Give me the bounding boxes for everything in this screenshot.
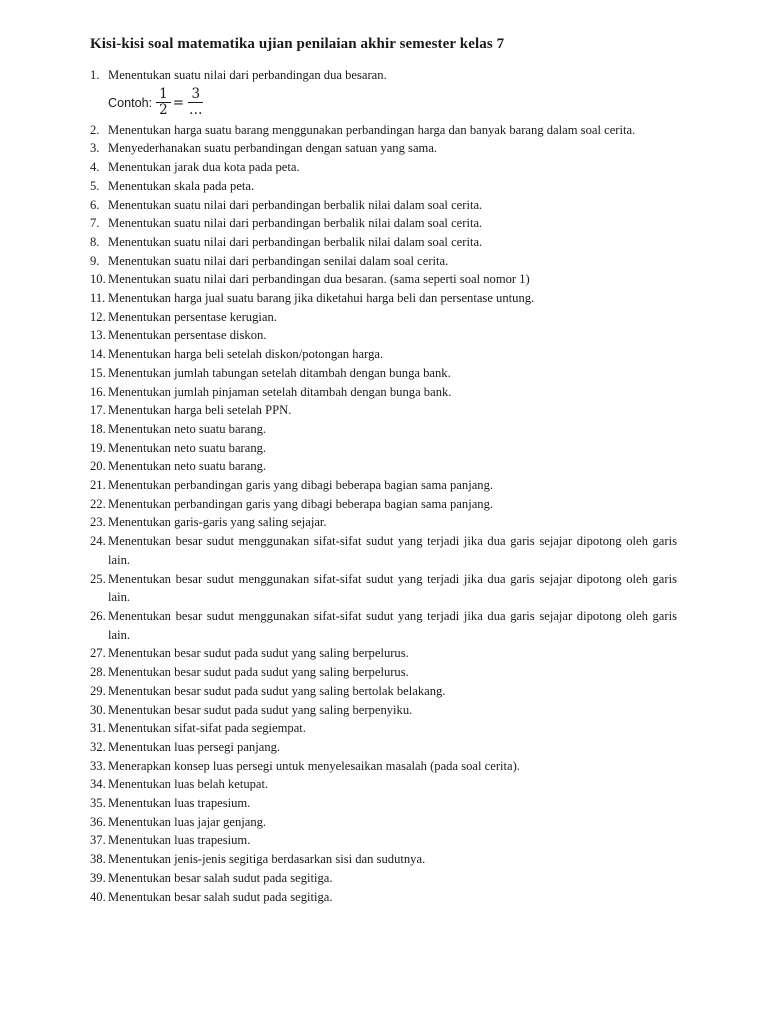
item-number: 35. [90,796,106,811]
item-text: Menentukan besar sudut menggunakan sifat-sifat sudut yang terjadi jika dua garis sejajar dipotong oleh garis lain. [108,534,677,567]
right-numerator: 3 [188,87,203,103]
item-text: Menentukan suatu nilai dari perbandingan berbalik nilai dalam soal cerita. [108,216,483,231]
equals-sign: = [172,94,185,111]
item-text: Menentukan jumlah pinjaman setelah ditambah dengan bunga bank. [108,384,452,399]
list-item [90,158,677,177]
list-item [90,738,677,757]
item-text: Menentukan harga suatu barang menggunakan perbandingan harga dan banyak barang dalam soal cerita. [108,122,636,137]
item-number: 33. [90,758,106,773]
item-text: Menentukan harga beli setelah PPN. [108,403,292,418]
list-item [90,401,677,420]
document-page [90,34,677,906]
item-number: 21. [90,478,106,493]
item-number: 17. [90,403,106,418]
left-denominator: 2 [159,102,168,119]
item-text: Menentukan harga jual suatu barang jika diketahui harga beli dan persentase untung. [108,291,535,306]
item-number: 3. [90,141,100,156]
item-text: Menentukan suatu nilai dari perbandingan senilai dalam soal cerita. [108,253,449,268]
list-item [90,831,677,850]
item-number: 26. [90,608,106,623]
item-text: Menentukan persentase diskon. [108,328,267,343]
item-text: Menentukan besar salah sudut pada segitiga. [108,870,333,885]
list-item [90,214,677,233]
list-item [90,682,677,701]
item-text: Menentukan besar sudut menggunakan sifat-sifat sudut yang terjadi jika dua garis sejajar dipotong oleh garis lain. [108,571,677,605]
item-text: Menentukan garis-garis yang saling sejajar. [108,515,327,530]
list-item [90,607,677,644]
item-number: 28. [90,665,106,680]
list-item [90,701,677,720]
item-number: 5. [90,178,100,193]
list-item [90,270,677,289]
left-fraction [156,87,171,118]
list-item [90,420,677,439]
item-number: 18. [90,421,106,436]
right-fraction [186,87,206,118]
item-text: Menentukan jarak dua kota pada peta. [108,160,300,175]
list-item [90,869,677,888]
item-number: 16. [90,384,106,399]
item-number: 24. [90,534,106,549]
list-item [90,233,677,252]
item-text: Menentukan suatu nilai dari perbandingan dua besaran. (sama seperti soal nomor 1) [108,272,530,287]
item-text: Menentukan neto suatu barang. [108,459,267,474]
item-number: 12. [90,309,106,324]
item-text: Menentukan besar sudut pada sudut yang saling berpelurus. [108,646,409,661]
item-number: 39. [90,870,106,885]
item-number: 13. [90,328,106,343]
list-item [90,570,677,607]
list-item [90,383,677,402]
item-number: 25. [90,571,106,586]
item-text: Menentukan besar sudut pada sudut yang saling berpenyiku. [108,702,413,717]
list-item [90,345,677,364]
item-text: Menentukan suatu nilai dari perbandingan dua besaran. [108,68,387,82]
item-text: Menentukan jumlah tabungan setelah ditambah dengan bunga bank. [108,365,451,380]
list-item [90,66,677,85]
list-item [90,644,677,663]
item-number: 34. [90,777,106,792]
list-item [90,813,677,832]
item-number: 4. [90,160,100,175]
item-text: Menentukan perbandingan garis yang dibagi beberapa bagian sama panjang. [108,478,494,493]
right-denominator: … [189,102,203,119]
list-item [90,888,677,907]
item-number: 38. [90,852,106,867]
item-number: 7. [90,216,100,231]
item-text: Menentukan harga beli setelah diskon/potongan harga. [108,347,384,362]
item-text: Menentukan jenis-jenis segitiga berdasarkan sisi dan sudutnya. [108,852,426,867]
item-text: Menentukan suatu nilai dari perbandingan berbalik nilai dalam soal cerita. [108,197,483,212]
item-number: 30. [90,702,106,717]
item-number: 32. [90,739,106,754]
list-item [90,326,677,345]
list-item [90,495,677,514]
list-item [90,196,677,215]
item-text: Menentukan besar sudut menggunakan sifat-sifat sudut yang terjadi jika dua garis sejajar dipotong oleh garis lain. [108,608,677,642]
list-item [90,794,677,813]
item-text: Menentukan besar salah sudut pada segitiga. [108,889,333,904]
item-text: Menentukan luas trapesium. [108,833,251,848]
item-text: Menyederhanakan suatu perbandingan dengan satuan yang sama. [108,141,438,156]
list-item [90,532,677,569]
list-item [90,850,677,869]
left-numerator: 1 [156,87,171,103]
example-label: Contoh: [108,95,153,110]
list-item [90,252,677,271]
list-item [90,457,677,476]
item-text: Menerapkan konsep luas persegi untuk menyelesaikan masalah (pada soal cerita). [108,758,520,773]
item-text: Menentukan perbandingan garis yang dibagi beberapa bagian sama panjang. [108,496,494,511]
item-number: 22. [90,496,106,511]
item-number: 20. [90,459,106,474]
item-number: 10. [90,272,106,287]
list-item [90,308,677,327]
item-text: Menentukan besar sudut pada sudut yang saling bertolak belakang. [108,683,446,698]
question-list [90,66,677,906]
item-number: 29. [90,683,106,698]
list-item [90,177,677,196]
item-text: Menentukan luas jajar genjang. [108,814,267,829]
list-item [90,476,677,495]
item-text: Menentukan suatu nilai dari perbandingan berbalik nilai dalam soal cerita. [108,234,483,249]
item-number: 23. [90,515,106,530]
item-number: 36. [90,814,106,829]
list-item [90,775,677,794]
list-item [90,513,677,532]
item-number: 27. [90,646,106,661]
list-item [90,719,677,738]
list-item [90,757,677,776]
item-text: Menentukan luas trapesium. [108,796,251,811]
item-text: Menentukan persentase kerugian. [108,309,277,324]
item-number: 6. [90,197,100,212]
list-item [90,439,677,458]
item-number: 31. [90,721,106,736]
list-item [90,663,677,682]
item-text: Menentukan neto suatu barang. [108,440,267,455]
example-row [108,85,677,121]
document-title: Kisi-kisi soal matematika ujian penilaian akhir semester kelas 7 [90,36,505,52]
item-text: Menentukan luas belah ketupat. [108,777,269,792]
item-number: 11. [90,291,106,306]
item-text: Menentukan besar sudut pada sudut yang saling berpelurus. [108,665,409,680]
list-item [90,289,677,308]
list-item [90,139,677,158]
item-text: Menentukan skala pada peta. [108,178,255,193]
list-item [90,121,677,140]
item-number: 2. [90,122,100,137]
item-number: 1. [90,68,100,82]
item-number: 14. [90,347,106,362]
item-text: Menentukan sifat-sifat pada segiempat. [108,721,306,736]
item-text: Menentukan luas persegi panjang. [108,739,281,754]
item-number: 15. [90,365,106,380]
item-number: 40. [90,889,106,904]
item-number: 8. [90,234,100,249]
item-number: 19. [90,440,106,455]
item-number: 9. [90,253,100,268]
list-item [90,364,677,383]
item-text: Menentukan neto suatu barang. [108,421,267,436]
item-number: 37. [90,833,106,848]
